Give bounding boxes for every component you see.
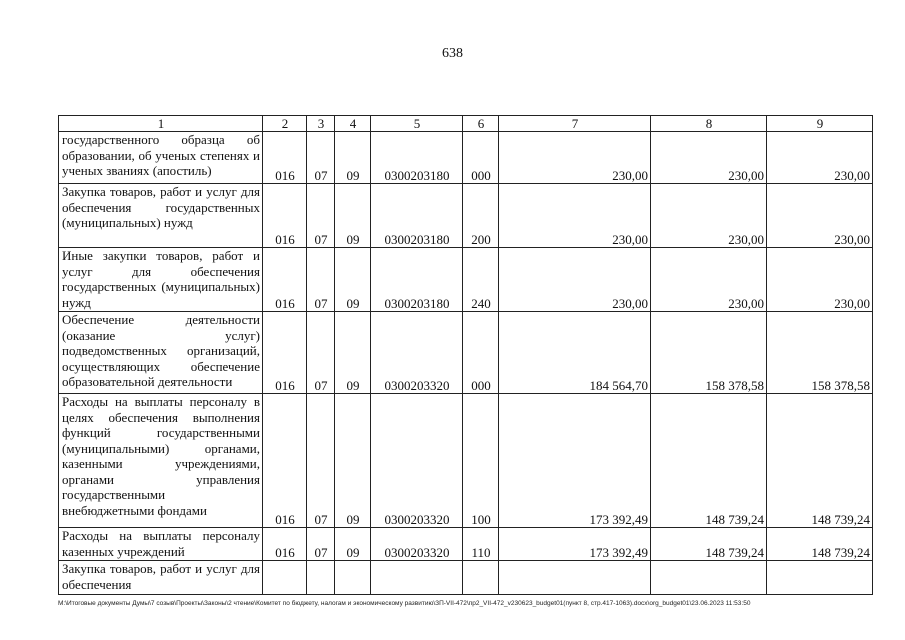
- row-value-3: 230,00: [767, 132, 873, 184]
- column-header: 8: [651, 116, 767, 132]
- table-row: [59, 394, 873, 528]
- column-header: 6: [463, 116, 499, 132]
- row-subsection: 09: [335, 132, 371, 184]
- row-section: 07: [307, 312, 335, 394]
- row-value-2: 230,00: [651, 248, 767, 312]
- row-subsection: 09: [335, 528, 371, 561]
- row-value-1: 184 564,70: [499, 312, 651, 394]
- row-value-1: 173 392,49: [499, 394, 651, 528]
- row-value-2: 230,00: [651, 184, 767, 248]
- row-value-3: 158 378,58: [767, 312, 873, 394]
- row-value-1: [499, 561, 651, 595]
- row-value-3: 148 739,24: [767, 394, 873, 528]
- row-target-code: 0300203180: [371, 248, 463, 312]
- row-subsection: 09: [335, 312, 371, 394]
- column-header: 7: [499, 116, 651, 132]
- row-section: 07: [307, 394, 335, 528]
- row-value-2: 158 378,58: [651, 312, 767, 394]
- row-name: Расходы на выплаты персоналу в целях обеспечения выполнения функций государственными (муниципальными) органами, казенными учреждениями, органами управления государственными внебюджетными фондами: [59, 394, 263, 528]
- table-row: [59, 184, 873, 248]
- row-admin-code: 016: [263, 132, 307, 184]
- row-admin-code: 016: [263, 248, 307, 312]
- column-header: 9: [767, 116, 873, 132]
- budget-table: [58, 115, 873, 595]
- row-value-3: 230,00: [767, 184, 873, 248]
- table-header-row: [59, 116, 873, 132]
- footer-file-path: M:\Итоговые документы Думы\7 созыв\Проекты\Законы\2 чтение\Комитет по бюджету, налогам и экономическому развитию\ЗП-VII-472\пр2_VII-472_v230623_budget01(пункт 8, стр.417-1063).docx\org_budget01\23.06.2023 11:53:50: [58, 600, 751, 607]
- table-row: [59, 132, 873, 184]
- row-expense-type: 000: [463, 132, 499, 184]
- row-value-3: 148 739,24: [767, 528, 873, 561]
- row-name: Обеспечение деятельности (оказание услуг) подведомственных организаций, осуществляющих обеспечение образовательной деятельности: [59, 312, 263, 394]
- row-section: 07: [307, 132, 335, 184]
- row-name: Иные закупки товаров, работ и услуг для обеспечения государственных (муниципальных) нужд: [59, 248, 263, 312]
- row-value-1: 173 392,49: [499, 528, 651, 561]
- row-value-2: 148 739,24: [651, 528, 767, 561]
- column-header: 1: [59, 116, 263, 132]
- row-name: Закупка товаров, работ и услуг для обеспечения государственных (муниципальных) нужд: [59, 184, 263, 248]
- row-target-code: 0300203320: [371, 394, 463, 528]
- row-target-code: 0300203320: [371, 528, 463, 561]
- column-header: 3: [307, 116, 335, 132]
- row-expense-type: 100: [463, 394, 499, 528]
- row-admin-code: 016: [263, 394, 307, 528]
- row-value-3: 230,00: [767, 248, 873, 312]
- column-header: 2: [263, 116, 307, 132]
- table-row: [59, 312, 873, 394]
- row-value-2: [651, 561, 767, 595]
- row-expense-type: 240: [463, 248, 499, 312]
- row-subsection: 09: [335, 248, 371, 312]
- row-subsection: 09: [335, 394, 371, 528]
- row-value-1: 230,00: [499, 184, 651, 248]
- row-section: [307, 561, 335, 595]
- row-target-code: 0300203180: [371, 132, 463, 184]
- row-expense-type: 000: [463, 312, 499, 394]
- row-target-code: 0300203320: [371, 312, 463, 394]
- row-target-code: 0300203180: [371, 184, 463, 248]
- page-number: 638: [442, 46, 463, 61]
- row-admin-code: 016: [263, 312, 307, 394]
- column-header: 5: [371, 116, 463, 132]
- table-row: [59, 528, 873, 561]
- row-expense-type: 200: [463, 184, 499, 248]
- column-header: 4: [335, 116, 371, 132]
- row-admin-code: [263, 561, 307, 595]
- row-value-2: 230,00: [651, 132, 767, 184]
- row-name: государственного образца об образовании, об ученых степенях и ученых званиях (апостиль): [59, 132, 263, 184]
- row-value-2: 148 739,24: [651, 394, 767, 528]
- row-target-code: [371, 561, 463, 595]
- row-section: 07: [307, 528, 335, 561]
- table-row: [59, 248, 873, 312]
- row-name: Закупка товаров, работ и услуг для обеспечения: [59, 561, 263, 595]
- row-value-1: 230,00: [499, 248, 651, 312]
- row-section: 07: [307, 248, 335, 312]
- row-admin-code: 016: [263, 528, 307, 561]
- row-name: Расходы на выплаты персоналу казенных учреждений: [59, 528, 263, 561]
- table-row: [59, 561, 873, 595]
- row-expense-type: 110: [463, 528, 499, 561]
- row-section: 07: [307, 184, 335, 248]
- row-subsection: 09: [335, 184, 371, 248]
- row-subsection: [335, 561, 371, 595]
- row-value-3: [767, 561, 873, 595]
- row-expense-type: [463, 561, 499, 595]
- row-value-1: 230,00: [499, 132, 651, 184]
- row-admin-code: 016: [263, 184, 307, 248]
